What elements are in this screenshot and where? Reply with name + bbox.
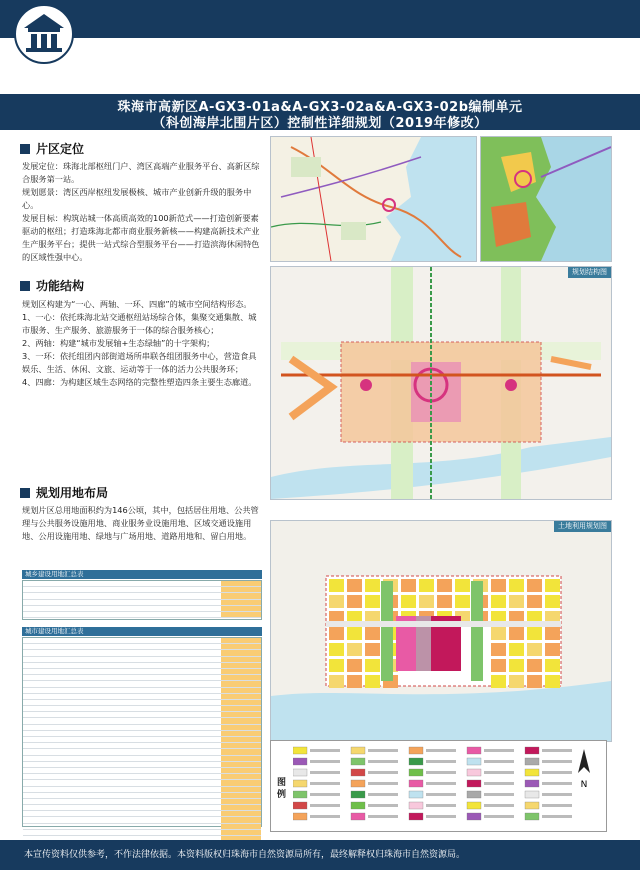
north-arrow-icon [570, 749, 598, 789]
legend-swatch [525, 791, 539, 798]
landuse-line: 规划片区总用地面积约为146公顷，其中，包括居住用地、公共管理与公共服务设施用地、商业服务业设施用地、区域交通设施用地、公用设施用地、绿地与广场用地、道路用地和、留白用地。 [22, 505, 259, 541]
landuse-parcel [347, 675, 362, 688]
section-structure-body [22, 298, 262, 389]
structure-map [270, 266, 612, 500]
structure-line: 2、两轴：构建“城市发展轴+生态绿轴”的十字架构； [22, 338, 215, 348]
legend-swatch-label [542, 771, 572, 774]
legend-label: 图例 [277, 778, 287, 800]
landuse-parcel [419, 579, 434, 592]
legend-swatches [293, 743, 593, 829]
landuse-parcel [527, 627, 542, 640]
legend-swatch [293, 769, 307, 776]
legend-swatch [467, 758, 481, 765]
legend-swatch [351, 769, 365, 776]
landuse-parcel [401, 595, 416, 608]
legend-swatch-label [484, 815, 514, 818]
landuse-parcel [491, 595, 506, 608]
page-title-line2: （科创海岸北围片区）控制性详细规划（2019年修改） [152, 116, 488, 131]
landuse-parcel [347, 627, 362, 640]
landuse-parcel [491, 627, 506, 640]
landuse-parcel [491, 579, 506, 592]
legend-swatch-label [310, 771, 340, 774]
legend-swatch-label [542, 793, 572, 796]
landuse-parcel [491, 643, 506, 656]
location-line: 规划愿景：湾区西岸枢纽发展极核、城市产业创新升级的服务中心。 [22, 187, 252, 210]
landuse-parcel [347, 595, 362, 608]
legend-swatch [467, 791, 481, 798]
legend-swatch [409, 769, 423, 776]
section-landuse-header [20, 484, 108, 501]
structure-line: 3、一环：依托组团内部街道场所串联各组团服务中心，营造食具娱乐、生活、休闲、文旅、运动等于一体的活力公共服务环； [22, 351, 257, 374]
legend-swatch-label [310, 804, 340, 807]
legend-swatch-label [426, 771, 456, 774]
legend-swatch-label [368, 815, 398, 818]
landuse-parcel [437, 595, 452, 608]
legend-swatch [467, 747, 481, 754]
landuse-parcel [509, 595, 524, 608]
section-location-body [22, 160, 262, 264]
section-landuse-title: 规划用地布局 [36, 486, 109, 500]
landuse-parcel [347, 659, 362, 672]
legend-swatch [409, 791, 423, 798]
landuse-parcel [509, 643, 524, 656]
regional-location-map [270, 136, 477, 262]
landuse-parcel [545, 675, 560, 688]
landuse-parcel [545, 659, 560, 672]
landuse-map-caption: 土地利用规划图 [554, 521, 611, 532]
landuse-parcel [509, 579, 524, 592]
landuse-parcel [329, 643, 344, 656]
footer-bar: 本宣传资料仅供参考，不作法律依据。本资料版权归珠海市自然资源局所有，最终解释权归珠海市自然资源局。 [0, 840, 640, 870]
section-location-header [20, 140, 84, 157]
landuse-parcel [401, 579, 416, 592]
legend-swatch-label [310, 749, 340, 752]
legend-swatch-label [368, 804, 398, 807]
landuse-parcel [527, 659, 542, 672]
section-landuse-body [22, 504, 262, 543]
structure-line: 4、四廊：为构建区域生态网络的完整性塑造四条主要生态廊道。 [22, 377, 257, 387]
title-band [0, 94, 640, 130]
legend-swatch [293, 747, 307, 754]
legend-swatch [525, 802, 539, 809]
landuse-parcel [329, 579, 344, 592]
legend-swatch [293, 802, 307, 809]
legend-swatch-label [368, 771, 398, 774]
legend-swatch-label [484, 793, 514, 796]
legend-swatch [467, 780, 481, 787]
legend-swatch-label [426, 793, 456, 796]
legend-swatch [525, 758, 539, 765]
legend-swatch-label [542, 804, 572, 807]
legend-swatch [351, 758, 365, 765]
legend-swatch [467, 813, 481, 820]
landuse-parcel [509, 675, 524, 688]
legend-swatch-label [426, 804, 456, 807]
legend-swatch-label [310, 782, 340, 785]
landuse-parcel [545, 643, 560, 656]
urban-table [22, 637, 262, 827]
landuse-parcel [491, 675, 506, 688]
legend-swatch-label [368, 782, 398, 785]
legend-swatch-label [542, 760, 572, 763]
top-bar [0, 0, 640, 38]
section-structure-header [20, 277, 84, 294]
section-bullet-icon [20, 144, 30, 154]
landuse-parcel [545, 579, 560, 592]
legend-swatch [293, 780, 307, 787]
landuse-parcel [365, 595, 380, 608]
landuse-parcel [527, 579, 542, 592]
legend-swatch-label [542, 782, 572, 785]
landuse-parcel [527, 675, 542, 688]
landuse-parcel [365, 627, 380, 640]
legend-swatch [351, 780, 365, 787]
page-title-line1: 珠海市高新区A-GX3-01a&A-GX3-02a&A-GX3-02b编制单元 [117, 100, 523, 115]
landuse-parcel [491, 659, 506, 672]
legend-swatch [409, 802, 423, 809]
landuse-parcel [347, 579, 362, 592]
landuse-map [270, 520, 612, 742]
legend-swatch-label [484, 782, 514, 785]
legend-swatch-label [310, 760, 340, 763]
legend-swatch-label [542, 815, 572, 818]
landuse-parcel [455, 579, 470, 592]
legend-swatch [409, 780, 423, 787]
section-location-title: 片区定位 [36, 142, 85, 156]
landuse-parcel [365, 659, 380, 672]
section-bullet-icon [20, 488, 30, 498]
legend-swatch [467, 769, 481, 776]
landuse-parcel [365, 675, 380, 688]
rural-table-title: 城乡建设用地汇总表 [22, 570, 262, 579]
landuse-parcel [527, 595, 542, 608]
legend-swatch-label [310, 815, 340, 818]
landuse-parcel [347, 643, 362, 656]
legend-swatch [525, 780, 539, 787]
legend-swatch-label [426, 760, 456, 763]
landuse-parcel [455, 595, 470, 608]
landuse-parcel [329, 675, 344, 688]
landuse-parcel [329, 659, 344, 672]
legend-swatch [525, 813, 539, 820]
landuse-parcel [545, 595, 560, 608]
landuse-parcel [545, 627, 560, 640]
landuse-parcel [329, 595, 344, 608]
legend-swatch [351, 813, 365, 820]
legend-swatch [409, 813, 423, 820]
structure-line: 1、一心：依托珠海北站交通枢纽站场综合体，集聚交通集散、城市服务、生产服务、旅游服务于一体的综合服务核心； [22, 312, 257, 335]
legend-swatch-label [368, 793, 398, 796]
rural-table [22, 580, 262, 620]
legend-swatch [351, 791, 365, 798]
location-line: 发展定位：珠海北部枢纽门户、湾区高端产业服务平台、高新区综合服务第一站。 [22, 161, 260, 184]
landuse-parcel [365, 643, 380, 656]
legend-swatch [525, 747, 539, 754]
section-bullet-icon [20, 281, 30, 291]
section-structure-title: 功能结构 [36, 279, 85, 293]
landuse-parcel [509, 659, 524, 672]
landuse-parcel [509, 627, 524, 640]
landuse-parcel [527, 643, 542, 656]
legend-swatch-label [484, 771, 514, 774]
legend-swatch [351, 747, 365, 754]
structure-map-caption: 规划结构图 [568, 267, 611, 278]
legend-swatch-label [484, 749, 514, 752]
legend-swatch [293, 758, 307, 765]
bureau-logo [14, 4, 74, 64]
legend-swatch-label [484, 804, 514, 807]
legend-panel [270, 740, 607, 832]
legend-swatch [467, 802, 481, 809]
landuse-parcel [365, 579, 380, 592]
zoom-location-map [480, 136, 612, 262]
legend-swatch [409, 758, 423, 765]
legend-swatch-label [426, 782, 456, 785]
legend-swatch [293, 791, 307, 798]
legend-swatch-label [484, 760, 514, 763]
legend-swatch-label [426, 749, 456, 752]
legend-swatch [351, 802, 365, 809]
landuse-parcel [419, 595, 434, 608]
structure-line: 规划区构建为“一心、两轴、一环、四廊”的城市空间结构形态。 [22, 299, 252, 309]
landuse-parcel [437, 579, 452, 592]
legend-swatch [293, 813, 307, 820]
urban-table-title: 城市建设用地汇总表 [22, 627, 262, 636]
svg-text:N: N [580, 780, 588, 789]
landuse-parcel [329, 627, 344, 640]
legend-swatch-label [368, 760, 398, 763]
legend-swatch-label [310, 793, 340, 796]
legend-swatch [525, 769, 539, 776]
location-line: 发展目标：构筑站城一体高质高效的100新范式——打造创新要素驱动的枢纽；打造珠海北都市商业服务新核——构建高新技术产业生产服务平台；提供一站式综合型服务平台——打造滨海休闲特色的区域性强中心。 [22, 213, 260, 262]
legend-swatch-label [542, 749, 572, 752]
legend-swatch-label [426, 815, 456, 818]
legend-swatch [409, 747, 423, 754]
legend-swatch-label [368, 749, 398, 752]
